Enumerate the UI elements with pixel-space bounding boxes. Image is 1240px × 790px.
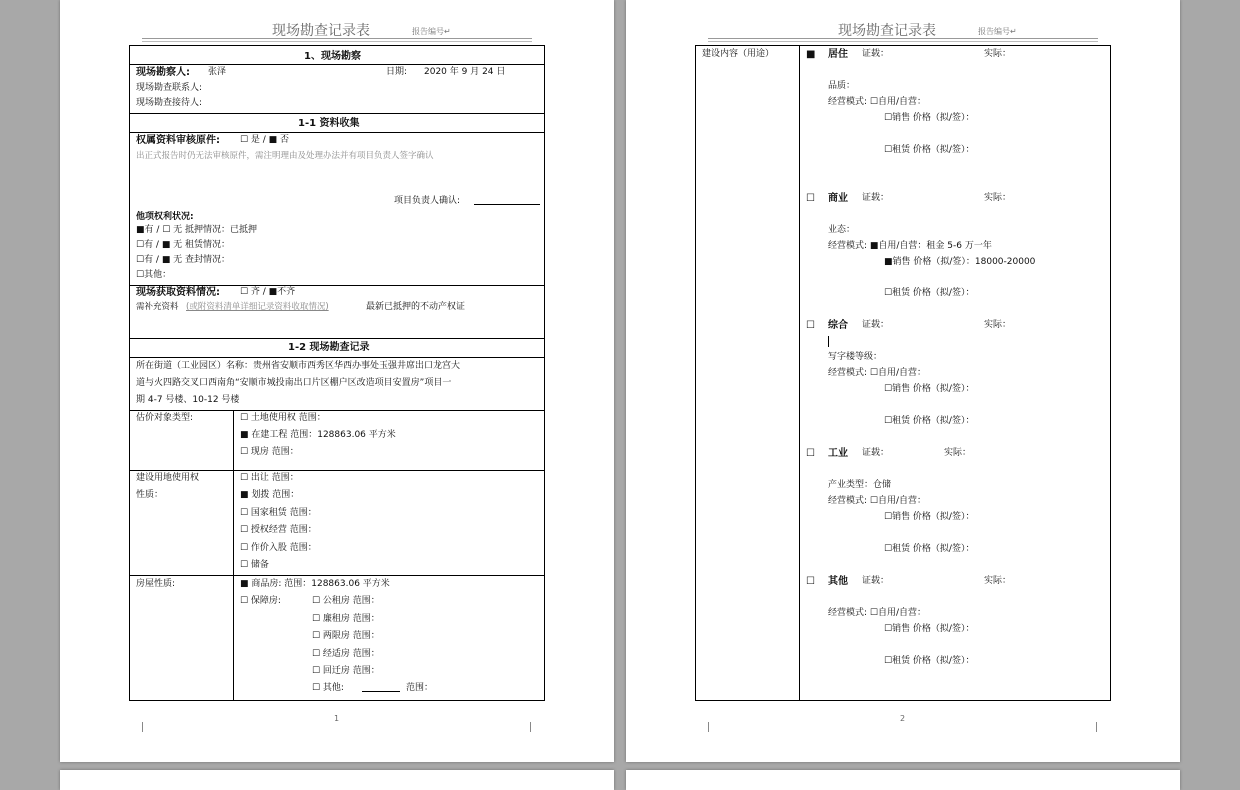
land-right-label: 建设用地使用权 <box>136 473 200 483</box>
ownership-audit-label: 权属资料审核原件: <box>136 135 220 146</box>
ownership-audit-options[interactable]: ☐ 是 / ■ 否 <box>240 135 290 145</box>
residential-actual: 实际： <box>984 49 1012 59</box>
industrial-actual: 实际： <box>944 448 972 458</box>
land-right-authorized[interactable]: ☐ 授权经营 范围： <box>240 525 317 535</box>
date-value[interactable]: 2020 年 9 月 24 日 <box>424 67 506 77</box>
supplement-value[interactable]: 最新已抵押的不动产权证 <box>366 302 466 312</box>
commercial-lease[interactable]: ☐租赁 价格（拟/签）： <box>884 288 975 298</box>
residential-cert: 证载： <box>862 49 890 59</box>
residential-sale[interactable]: ☐销售 价格（拟/签）： <box>884 113 975 123</box>
composite-mark[interactable]: ☐ <box>806 320 815 331</box>
commercial-actual: 实际： <box>984 193 1012 203</box>
report-number-label: 报告编号↵ <box>978 27 1017 36</box>
other-housing-blank[interactable] <box>362 682 400 692</box>
document-page-1 <box>60 0 614 762</box>
rights-mortgage[interactable]: ■有 / ☐ 无 抵押情况：已抵押 <box>136 225 258 235</box>
header-rule <box>708 38 1098 42</box>
other-mark[interactable]: ☐ <box>806 576 815 587</box>
commercial-format: 业态： <box>828 225 856 235</box>
composite-office-grade: 写字楼等级： <box>828 352 883 362</box>
affordable-other[interactable]: ☐ 其他: <box>312 683 344 693</box>
pm-signature-line[interactable] <box>474 195 540 205</box>
land-right-reserve[interactable]: ☐ 储备 <box>240 560 269 570</box>
object-type-existing[interactable]: ☐ 现房 范围： <box>240 447 299 457</box>
residential-title: 居住 <box>828 49 848 60</box>
industrial-title: 工业 <box>828 448 848 459</box>
composite-lease[interactable]: ☐租赁 价格（拟/签）： <box>884 416 975 426</box>
object-type-label: 估价对象类型: <box>136 413 194 423</box>
residential-mark[interactable]: ■ <box>806 49 816 60</box>
object-type-land[interactable]: ☐ 土地使用权 范围： <box>240 413 326 423</box>
supplement-label: 需补充资料 <box>136 302 179 312</box>
land-right-state-lease[interactable]: ☐ 国家租赁 范围： <box>240 508 317 518</box>
header-rule <box>142 38 532 42</box>
house-nature-label: 房屋性质: <box>136 579 176 589</box>
supplement-link[interactable]: (或附资料清单详细记录资料收取情况) <box>186 302 329 312</box>
section-site-record: 1-2 现场勘查记录 <box>288 342 370 353</box>
other-title: 其他 <box>828 576 848 587</box>
land-right-allocation[interactable]: ■ 划拨 范围： <box>240 490 300 500</box>
affordable-price-limited[interactable]: ☐ 两限房 范围： <box>312 631 380 641</box>
composite-mode[interactable]: 经营模式: ☐自用/自营： <box>828 368 926 378</box>
industrial-sale[interactable]: ☐销售 价格（拟/签）： <box>884 512 975 522</box>
industrial-lease[interactable]: ☐租赁 价格（拟/签）： <box>884 544 975 554</box>
residential-quality: 品质： <box>828 81 856 91</box>
collected-data-label: 现场获取资料情况: <box>136 287 220 298</box>
land-right-equity[interactable]: ☐ 作价入股 范围： <box>240 543 317 553</box>
receiver-label: 现场勘查接待人: <box>136 98 203 108</box>
commercial-mode[interactable]: 经营模式: ■自用/自营：租金 5-6 万一年 <box>828 241 992 251</box>
commercial-mark[interactable]: ☐ <box>806 193 815 204</box>
page-title: 现场勘查记录表 <box>272 23 370 39</box>
contact-label: 现场勘查联系人: <box>136 83 203 93</box>
page-title: 现场勘查记录表 <box>838 23 936 39</box>
audit-note: 出正式报告时仍无法审核原件，需注明理由及处理办法并有项目负责人签字确认 <box>136 151 434 161</box>
construction-usage-label: 建设内容（用途） <box>702 49 775 59</box>
other-cert: 证载： <box>862 576 890 586</box>
industrial-mode[interactable]: 经营模式: ☐自用/自营： <box>828 496 926 506</box>
other-rights-label: 他项权利状况: <box>136 212 194 222</box>
other-sale[interactable]: ☐销售 价格（拟/签）： <box>884 624 975 634</box>
other-lease[interactable]: ☐租赁 价格（拟/签）： <box>884 656 975 666</box>
page-header <box>626 20 1180 38</box>
other-range-label: 范围： <box>406 683 434 693</box>
object-type-construction[interactable]: ■ 在建工程 范围：128863.06 平方米 <box>240 430 396 440</box>
composite-cert: 证载： <box>862 320 890 330</box>
composite-actual: 实际： <box>984 320 1012 330</box>
composite-sale[interactable]: ☐销售 价格（拟/签）： <box>884 384 975 394</box>
composite-title: 综合 <box>828 320 848 331</box>
section-site-survey: 1、现场勘察 <box>304 51 361 62</box>
pm-confirm-label: 项目负责人确认: <box>394 196 461 206</box>
rights-seizure[interactable]: ☐有 / ■ 无 查封情况： <box>136 255 231 265</box>
surveyor-name[interactable]: 张泽 <box>208 67 227 77</box>
residential-mode[interactable]: 经营模式: ☐自用/自营： <box>828 97 926 107</box>
document-page-4-top <box>626 770 1180 790</box>
page-number: 1 <box>334 714 340 723</box>
report-number-label: 报告编号↵ <box>412 27 451 36</box>
surveyor-label: 现场勘察人: <box>136 67 190 78</box>
other-actual: 实际： <box>984 576 1012 586</box>
rights-lease[interactable]: ☐有 / ■ 无 租赁情况： <box>136 240 231 250</box>
commercial-sale[interactable]: ■销售 价格（拟/签）：18000-20000 <box>884 257 1036 267</box>
commercial-title: 商业 <box>828 193 848 204</box>
document-page-3-top <box>60 770 614 790</box>
land-right-transfer[interactable]: ☐ 出让 范围： <box>240 473 299 483</box>
industrial-type: 产业类型：仓储 <box>828 480 892 490</box>
industrial-mark[interactable]: ☐ <box>806 448 815 459</box>
section-data-collection: 1-1 资料收集 <box>298 118 360 129</box>
house-affordable[interactable]: ☐ 保障房: <box>240 596 281 606</box>
rights-other[interactable]: ☐其他： <box>136 270 172 280</box>
residential-lease[interactable]: ☐租赁 价格（拟/签）： <box>884 145 975 155</box>
house-commercial[interactable]: ■ 商品房: 范围：128863.06 平方米 <box>240 579 390 589</box>
land-right-nature-label: 性质： <box>136 490 164 500</box>
affordable-relocation[interactable]: ☐ 回迁房 范围： <box>312 666 380 676</box>
commercial-cert: 证载： <box>862 193 890 203</box>
date-label: 日期: <box>386 67 408 77</box>
text-cursor <box>828 336 829 347</box>
address-line-3: 期 4-7 号楼、10-12 号楼 <box>136 395 240 405</box>
industrial-cert: 证载： <box>862 448 890 458</box>
document-page-2 <box>626 0 1180 762</box>
page-header <box>60 20 614 38</box>
address-line-2: 道与火四路交叉口西南角“安顺市城投南出口片区棚户区改造项目安置房”项目一 <box>136 378 452 388</box>
address-line-1: 所在街道（工业园区）名称：贵州省安顺市西秀区华西办事处玉强井席出口龙宫大 <box>136 361 461 371</box>
collected-data-options[interactable]: ☐ 齐 / ■不齐 <box>240 287 296 297</box>
affordable-public-rental[interactable]: ☐ 公租房 范围： <box>312 596 380 606</box>
affordable-economical[interactable]: ☐ 经适房 范围： <box>312 649 380 659</box>
other-mode[interactable]: 经营模式: ☐自用/自营： <box>828 608 926 618</box>
page-number: 2 <box>900 714 906 723</box>
affordable-low-rent[interactable]: ☐ 廉租房 范围： <box>312 614 380 624</box>
